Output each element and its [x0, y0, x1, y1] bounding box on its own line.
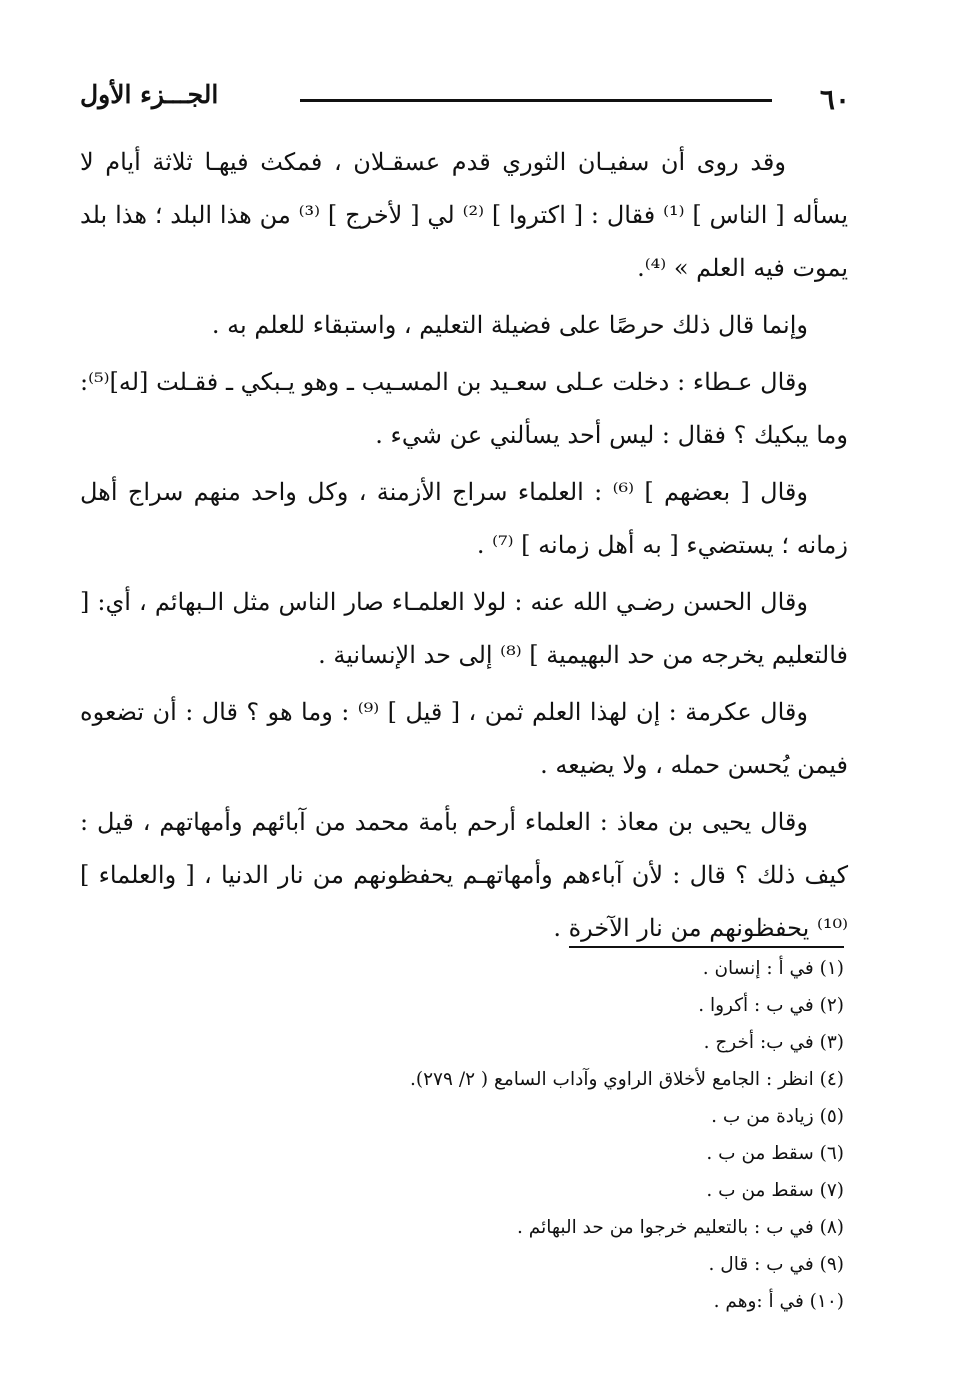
footnotes — [284, 950, 844, 1320]
footnote-7: (٧) سقط من ب . — [706, 1180, 844, 1201]
page-header — [80, 80, 850, 120]
footnote-10: (١٠) في أ :وهم . — [713, 1291, 844, 1312]
footnote-1: (١) في أ : إنسان . — [702, 958, 844, 979]
paragraph-7: وقال يحيى بن معاذ : العلماء أرحم بأمة محمد من آبائهم وأمهاتهم ، قيل : كيف ذلك ؟ قال : لأن آباءهم وأمهاتهـم يحفظونهم من نار الدنيا ، [ والعلماء ] ⁽¹⁰⁾ يحفظونهم من نار الآخرة . — [80, 808, 848, 942]
paragraph-3: وقال عـطاء : دخلت عـلى سعـيد بن المسـيب ـ وهو يـبكي ـ فقـلت [له]⁽⁵⁾: وما يبكيك ؟ فقال : ليس أحد يسألني عن شيء . — [80, 368, 848, 449]
footnote-3: (٣) في ب: أخرج . — [703, 1032, 844, 1053]
footnote-9: (٩) في ب : قال . — [708, 1254, 844, 1275]
footnote-6: (٦) سقط من ب . — [706, 1143, 844, 1164]
paragraph-4: وقال [ بعضهم ] ⁽⁶⁾ : العلماء سراج الأزمنة ، وكل واحد منهم سراج أهل زمانه ؛ يستضيء [ به أهل زمانه ] ⁽⁷⁾ . — [80, 478, 848, 559]
footnote-separator — [569, 946, 844, 948]
footnote-5: (٥) زيادة من ب . — [711, 1106, 844, 1127]
page-number: ٦٠ — [819, 83, 850, 116]
footnote-2: (٢) في ب : أكروا . — [698, 995, 844, 1016]
paragraph-2: وإنما قال ذلك حرصًا على فضيلة التعليم ، واستبقاء للعلم به . — [211, 311, 808, 339]
paragraph-1: وقد روى أن سفيـان الثوري قدم عسقـلان ، فمكث فيهـا ثلاثة أيام لا يسأله [ الناس ] ⁽¹⁾ فقال : [ اكتروا ] ⁽²⁾ لي [ لأخرج ] ⁽³⁾ من هذا البلد ؛ هذا بلد يموت فيه العلم » ⁽⁴⁾. — [80, 148, 848, 282]
footnote-4: (٤) انظر : الجامع لأخلاق الراوي وآداب السامع ( ٢/ ٢٧٩). — [410, 1069, 844, 1090]
paragraph-5: وقال الحسن رضـي الله عنه : لولا العلمـاء صار الناس مثل الـبهائم ، أي: [ فالتعليم يخرجه من حد البهيمية ] ⁽⁸⁾ إلى حد الإنسانية . — [80, 588, 848, 669]
header-rule — [300, 99, 772, 102]
paragraph-6: وقال عكرمة : إن لهذا العلم ثمن ، [ قيل ] ⁽⁹⁾ : وما هو ؟ قال : أن تضعوه فيمن يُحسن حمله ، ولا يضيعه . — [80, 698, 848, 779]
main-text — [80, 136, 848, 959]
part-title: الجـــزء الأول — [80, 80, 219, 109]
footnote-8: (٨) في ب : بالتعليم خرجوا من حد البهائم . — [517, 1217, 844, 1238]
